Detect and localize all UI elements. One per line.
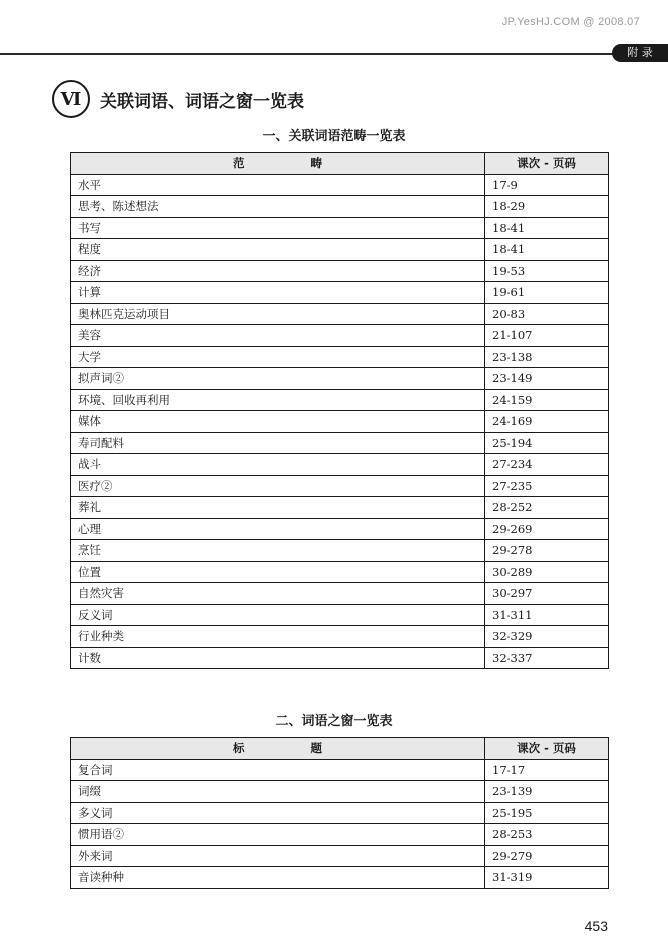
row-lesson-page: 31-319 [485,867,609,889]
row-lesson-page: 17-17 [485,759,609,781]
table-row [71,497,609,519]
table-header-row [71,738,609,760]
row-lesson-page: 19-53 [485,260,609,282]
row-lesson-page: 19-61 [485,282,609,304]
row-lesson-page: 30-297 [485,583,609,605]
table-row [71,540,609,562]
row-lesson-page: 23-138 [485,346,609,368]
row-lesson-page: 18-29 [485,196,609,218]
table1-title: 一、关联词语范畴一览表 [262,129,406,144]
row-lesson-page: 32-329 [485,626,609,648]
row-name: 书写 [71,217,485,239]
row-name: 葬礼 [71,497,485,519]
column-header-lesson-page: 课次 - 页码 [485,738,609,760]
table-row [71,454,609,476]
column-header-title: 标题 [71,738,485,760]
row-name: 自然灾害 [71,583,485,605]
row-name: 战斗 [71,454,485,476]
section-heading [52,80,304,118]
table-row [71,389,609,411]
section-title: 关联词语、词语之窗一览表 [100,91,304,112]
table-row [71,239,609,261]
table-row [71,781,609,803]
row-lesson-page: 28-252 [485,497,609,519]
table-row [71,845,609,867]
table2-title: 二、词语之窗一览表 [275,714,393,729]
table-row [71,583,609,605]
row-lesson-page: 25-194 [485,432,609,454]
row-lesson-page: 27-235 [485,475,609,497]
row-name: 奥林匹克运动项目 [71,303,485,325]
row-name: 惯用语② [71,824,485,846]
table-row [71,802,609,824]
appendix-tag: 附 录 [612,44,668,62]
word-window-table [70,737,609,889]
row-lesson-page: 24-169 [485,411,609,433]
row-name: 寿司配料 [71,432,485,454]
table-row [71,647,609,669]
row-lesson-page: 21-107 [485,325,609,347]
row-lesson-page: 20-83 [485,303,609,325]
table-row [71,174,609,196]
table-row [71,196,609,218]
row-name: 计算 [71,282,485,304]
table-row [71,346,609,368]
table-row [71,432,609,454]
row-name: 程度 [71,239,485,261]
row-name: 多义词 [71,802,485,824]
table-row [71,325,609,347]
column-header-lesson-page: 课次 - 页码 [485,153,609,175]
row-name: 外来词 [71,845,485,867]
row-name: 行业种类 [71,626,485,648]
row-name: 水平 [71,174,485,196]
row-name: 计数 [71,647,485,669]
row-lesson-page: 28-253 [485,824,609,846]
row-name: 词缀 [71,781,485,803]
page-number: 453 [584,918,608,934]
table-row [71,475,609,497]
row-name: 拟声词② [71,368,485,390]
table-row [71,867,609,889]
row-lesson-page: 31-311 [485,604,609,626]
row-name: 反义词 [71,604,485,626]
header-rule [0,53,668,55]
table-row [71,759,609,781]
table-row [71,368,609,390]
table-header-row [71,153,609,175]
row-name: 大学 [71,346,485,368]
table-row [71,303,609,325]
table-row [71,561,609,583]
row-lesson-page: 29-278 [485,540,609,562]
row-lesson-page: 17-9 [485,174,609,196]
table-row [71,604,609,626]
table-row [71,411,609,433]
row-name: 媒体 [71,411,485,433]
row-name: 音读种种 [71,867,485,889]
watermark-text: JP.YesHJ.COM @ 2008.07 [501,16,640,28]
row-lesson-page: 18-41 [485,239,609,261]
row-name: 烹饪 [71,540,485,562]
row-name: 复合词 [71,759,485,781]
row-name: 思考、陈述想法 [71,196,485,218]
row-name: 美容 [71,325,485,347]
table-row [71,626,609,648]
category-table [70,152,609,669]
row-lesson-page: 24-159 [485,389,609,411]
row-name: 医疗② [71,475,485,497]
table-row [71,518,609,540]
row-lesson-page: 23-139 [485,781,609,803]
table-row [71,217,609,239]
row-name: 心理 [71,518,485,540]
row-lesson-page: 23-149 [485,368,609,390]
column-header-category: 范畴 [71,153,485,175]
row-name: 经济 [71,260,485,282]
table-row [71,260,609,282]
table-row [71,282,609,304]
row-name: 环境、回收再利用 [71,389,485,411]
row-lesson-page: 29-269 [485,518,609,540]
row-lesson-page: 29-279 [485,845,609,867]
row-lesson-page: 25-195 [485,802,609,824]
row-name: 位置 [71,561,485,583]
row-lesson-page: 30-289 [485,561,609,583]
section-number-badge: Ⅵ [52,80,90,118]
row-lesson-page: 32-337 [485,647,609,669]
row-lesson-page: 18-41 [485,217,609,239]
row-lesson-page: 27-234 [485,454,609,476]
table-row [71,824,609,846]
